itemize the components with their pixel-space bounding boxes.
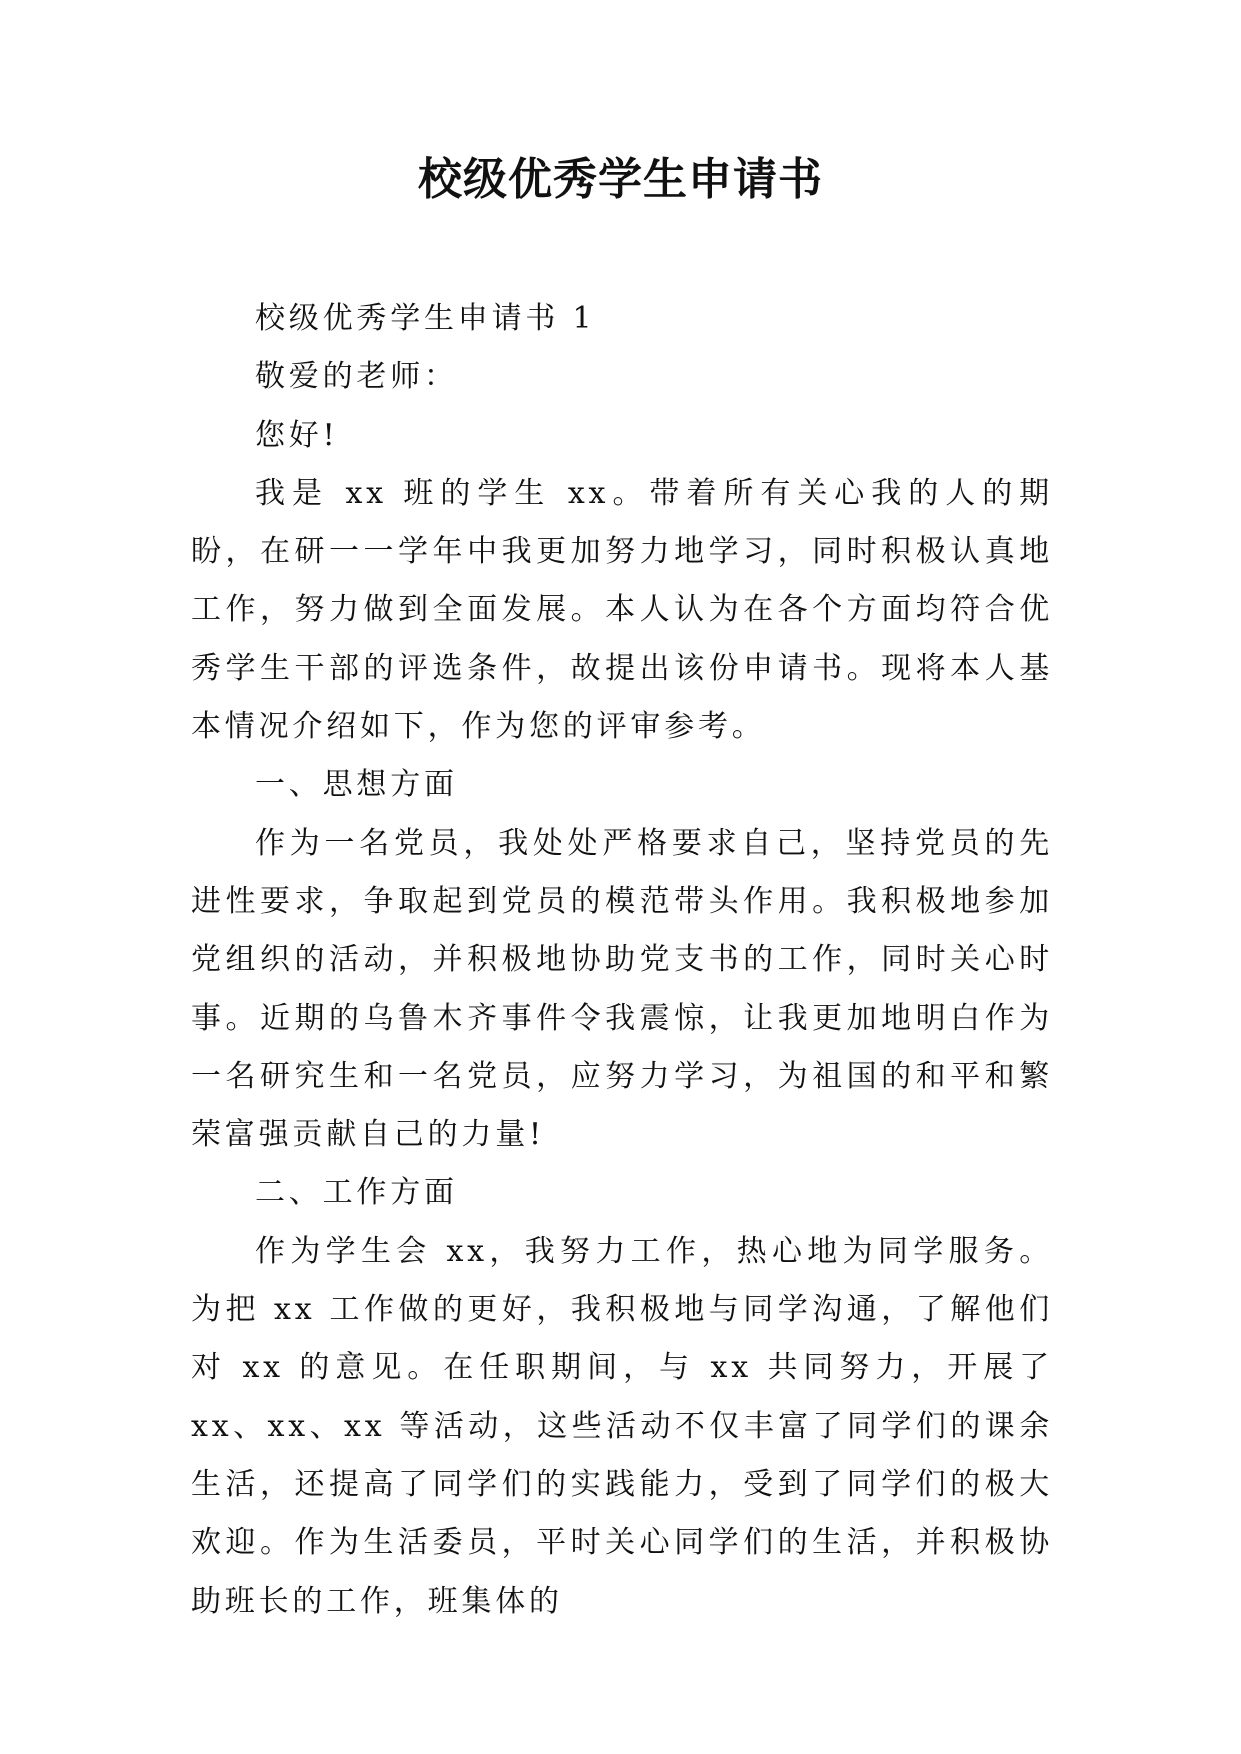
section-heading-work: 二、工作方面 bbox=[255, 1175, 458, 1211]
thought-paragraph: 作为一名党员，我处处严格要求自己，坚持党员的先进性要求，争取起到党员的模范带头作用。我积极地参加党组织的活动，并积极地协助党支书的工作，同时关心时事。近期的乌鲁木齐事件令我震惊，让我更加地明白作为一名研究生和一名党员，应努力学习，为祖国的和平和繁荣富强贡献自己的力量! bbox=[191, 825, 1053, 1153]
subtitle-line: 校级优秀学生申请书 1 bbox=[255, 301, 596, 336]
intro-paragraph: 我是 xx 班的学生 xx。带着所有关心我的人的期盼，在研一一学年中我更加努力地学习，同时积极认真地工作，努力做到全面发展。本人认为在各个方面均符合优秀学生干部的评选条件，故提出该份申请书。现将本人基本情况介绍如下，作为您的评审参考。 bbox=[191, 475, 1053, 745]
work-paragraph: 作为学生会 xx，我努力工作，热心地为同学服务。为把 xx 工作做的更好，我积极地与同学沟通，了解他们对 xx 的意见。在任职期间，与 xx 共同努力，开展了 xx、xx、xx 等活动，这些活动不仅丰富了同学们的课余生活，还提高了同学们的实践能力，受到了同学们的极大欢迎。作为生活委员，平时关心同学们的生活，并积极协助班长的工作，班集体的 bbox=[191, 1233, 1053, 1619]
section-heading-thought: 一、思想方面 bbox=[255, 767, 458, 803]
salutation: 敬爱的老师： bbox=[255, 359, 458, 395]
document-body bbox=[191, 290, 1053, 1631]
greeting: 您好! bbox=[255, 417, 339, 453]
document-title: 校级优秀学生申请书 bbox=[418, 154, 823, 205]
